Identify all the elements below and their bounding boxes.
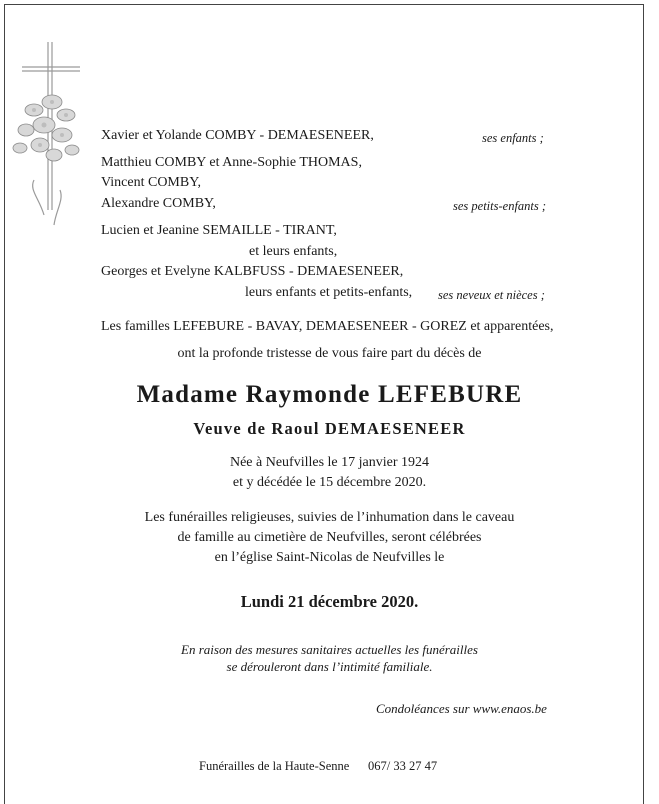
children-role: ses enfants ; — [482, 131, 544, 145]
deceased-spouse: Veuve de Raoul DEMAESENEER — [193, 419, 466, 438]
announcement-text: ont la profonde tristesse de vous faire part du décès de — [177, 346, 482, 361]
condolences-link: Condoléances sur www.enaos.be — [376, 701, 547, 716]
nephews-role: ses neveux et nièces ; — [438, 288, 545, 302]
funeral-line-3: en l’église Saint-Nicolas de Neufvilles le — [214, 550, 445, 565]
sanitary-notice-line-1: En raison des mesures sanitaires actuelles les funérailles — [181, 642, 478, 657]
funeral-home-phone: 067/ 33 27 47 — [368, 759, 438, 773]
funeral-line-2: de famille au cimetière de Neufvilles, seront célébrées — [177, 530, 482, 545]
birth-info: Née à Neufvilles le 17 janvier 1924 — [229, 455, 430, 470]
grandchildren-line-3: Alexandre COMBY, — [101, 196, 216, 211]
nephews-line-4: leurs enfants et petits-enfants, — [245, 285, 413, 300]
grandchildren-line-1: Matthieu COMBY et Anne-Sophie THOMAS, — [101, 155, 362, 170]
death-info: et y décédée le 15 décembre 2020. — [232, 475, 427, 490]
funeral-line-1: Les funérailles religieuses, suivies de l’inhumation dans le caveau — [144, 510, 515, 525]
nephews-line-2: et leurs enfants, — [249, 244, 338, 259]
nephews-line-3: Georges et Evelyne KALBFUSS - DEMAESENEER, — [101, 264, 404, 279]
grandchildren-line-2: Vincent COMBY, — [101, 175, 202, 190]
children-names: Xavier et Yolande COMBY - DEMAESENEER, — [101, 128, 374, 143]
funeral-home-name: Funérailles de la Haute-Senne — [199, 759, 350, 773]
cross-flower-decoration — [4, 40, 94, 230]
funeral-date: Lundi 21 décembre 2020. — [240, 592, 419, 611]
deceased-name: Madame Raymonde LEFEBURE — [136, 381, 523, 408]
nephews-line-1: Lucien et Jeanine SEMAILLE - TIRANT, — [101, 223, 337, 238]
grandchildren-role: ses petits-enfants ; — [453, 199, 547, 213]
extended-families: Les familles LEFEBURE - BAVAY, DEMAESENEER - GOREZ et apparentées, — [101, 319, 554, 334]
sanitary-notice-line-2: se dérouleront dans l’intimité familiale. — [226, 659, 433, 674]
